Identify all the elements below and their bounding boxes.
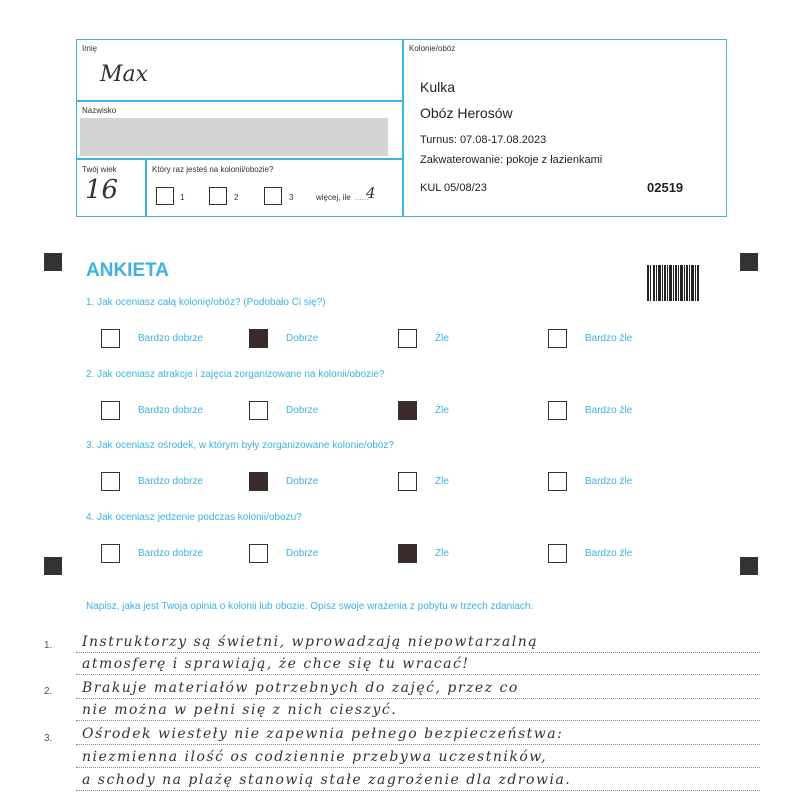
header-divider-age (145, 158, 147, 217)
header-divider-surname (76, 158, 403, 160)
wiek-label: Twój wiek (82, 165, 117, 174)
registration-marker-top-right (740, 253, 758, 271)
header-divider-vertical (402, 39, 404, 217)
question-4-option-1-label: Bardzo dobrze (138, 548, 204, 559)
question-2-option-1-label: Bardzo dobrze (138, 405, 204, 416)
barcode (647, 265, 699, 301)
survey-title: ANKIETA (86, 260, 170, 281)
line-number-1: 1. (44, 640, 53, 651)
question-2-option-4-checkbox[interactable] (548, 401, 567, 420)
header-divider-name (76, 100, 403, 102)
question-3-option-1-checkbox[interactable] (101, 472, 120, 491)
question-3-option-4-label: Bardzo źle (585, 476, 633, 487)
question-2-option-4-label: Bardzo źle (585, 405, 633, 416)
handwritten-line-7: a schody na plażę stanowią stałe zagrożenie dla zdrowia. (82, 772, 572, 788)
question-3-option-3-label: Źle (435, 476, 449, 487)
question-1-option-1-label: Bardzo dobrze (138, 333, 204, 344)
nazwisko-redacted (80, 118, 388, 156)
question-2-option-3-checkbox[interactable] (398, 401, 417, 420)
option-2-checkbox[interactable] (209, 187, 227, 205)
question-4-option-4-checkbox[interactable] (548, 544, 567, 563)
camp-name: Kulka (420, 79, 456, 95)
camp-subtitle: Obóz Herosów (420, 105, 513, 121)
handwritten-line-2: atmosferę i sprawiają, że chce się tu wracać! (82, 656, 470, 672)
zakwaterowanie-text: Zakwaterowanie: pokoje z łazienkami (420, 154, 603, 166)
question-1-option-3-label: Źle (435, 333, 449, 344)
question-4-option-2-checkbox[interactable] (249, 544, 268, 563)
wiecej-label: więcej, ile (316, 193, 351, 202)
question-2-option-3-label: Źle (435, 405, 449, 416)
question-4-option-1-checkbox[interactable] (101, 544, 120, 563)
writing-line (76, 767, 760, 768)
writing-line (76, 744, 760, 745)
question-3-option-3-checkbox[interactable] (398, 472, 417, 491)
option-3-label: 3 (289, 193, 294, 202)
question-4-option-4-label: Bardzo źle (585, 548, 633, 559)
form-number: 02519 (647, 180, 684, 195)
registration-marker-top-left (44, 253, 62, 271)
question-1-option-4-label: Bardzo źle (585, 333, 633, 344)
question-1-option-1-checkbox[interactable] (101, 329, 120, 348)
question-1-option-3-checkbox[interactable] (398, 329, 417, 348)
handwritten-line-3: Brakuje materiałów potrzebnych do zajęć, przez co (82, 680, 519, 696)
question-2-option-2-label: Dobrze (286, 405, 319, 416)
ktory-raz-label: Który raz jesteś na kolonii/obozie? (152, 165, 274, 174)
wiecej-value: 4 (366, 184, 376, 202)
question-3-option-1-label: Bardzo dobrze (138, 476, 204, 487)
question-4-option-3-label: Źle (435, 548, 449, 559)
writing-line (76, 698, 760, 699)
opinion-prompt: Napisz, jaka jest Twoja opinia o kolonii lub obozie. Opisz swoje wrażenia z pobytu w trzech zdaniach. (86, 601, 534, 612)
question-1-option-2-checkbox[interactable] (249, 329, 268, 348)
line-number-2: 2. (44, 686, 53, 697)
writing-line (76, 720, 760, 721)
question-3-option-4-checkbox[interactable] (548, 472, 567, 491)
handwritten-line-6: niezmienna ilość os codziennie przebywa uczestników, (82, 749, 548, 765)
question-2-option-1-checkbox[interactable] (101, 401, 120, 420)
kolonie-label: Kolonie/obóz (409, 44, 456, 53)
registration-marker-bottom-left (44, 557, 62, 575)
handwritten-line-5: Ośrodek wiesteły nie zapewnia pełnego bezpieczeństwa: (82, 726, 564, 742)
question-3-option-2-label: Dobrze (286, 476, 319, 487)
question-3-option-2-checkbox[interactable] (249, 472, 268, 491)
option-1-checkbox[interactable] (156, 187, 174, 205)
option-2-label: 2 (234, 193, 239, 202)
writing-line (76, 674, 760, 675)
question-4-option-2-label: Dobrze (286, 548, 319, 559)
imie-value: Max (100, 62, 149, 87)
writing-line (76, 790, 760, 791)
imie-label: Imię (82, 44, 98, 53)
nazwisko-label: Nazwisko (82, 106, 117, 115)
writing-line (76, 652, 760, 653)
question-1-text: 1. Jak oceniasz całą kolonię/obóz? (Podobało Ci się?) (86, 297, 326, 308)
question-4-option-3-checkbox[interactable] (398, 544, 417, 563)
option-3-checkbox[interactable] (264, 187, 282, 205)
question-4-text: 4. Jak oceniasz jedzenie podczas kolonii/obozu? (86, 512, 302, 523)
handwritten-line-4: nie można w pełni się z nich cieszyć. (82, 702, 398, 718)
camp-code: KUL 05/08/23 (420, 182, 487, 194)
question-3-text: 3. Jak oceniasz ośrodek, w którym były zorganizowane kolonie/obóz? (86, 440, 394, 451)
handwritten-line-1: Instruktorzy są świetni, wprowadzają niepowtarzalną (82, 634, 539, 650)
turnus-text: Turnus: 07.08-17.08.2023 (420, 134, 547, 146)
registration-marker-bottom-right (740, 557, 758, 575)
question-1-option-2-label: Dobrze (286, 333, 319, 344)
question-1-option-4-checkbox[interactable] (548, 329, 567, 348)
line-number-3: 3. (44, 733, 53, 744)
option-1-label: 1 (180, 193, 185, 202)
wiecej-dots: ...... (355, 193, 369, 202)
wiek-value: 16 (85, 175, 119, 205)
question-2-option-2-checkbox[interactable] (249, 401, 268, 420)
question-2-text: 2. Jak oceniasz atrakcje i zajęcia zorganizowane na kolonii/obozie? (86, 369, 385, 380)
